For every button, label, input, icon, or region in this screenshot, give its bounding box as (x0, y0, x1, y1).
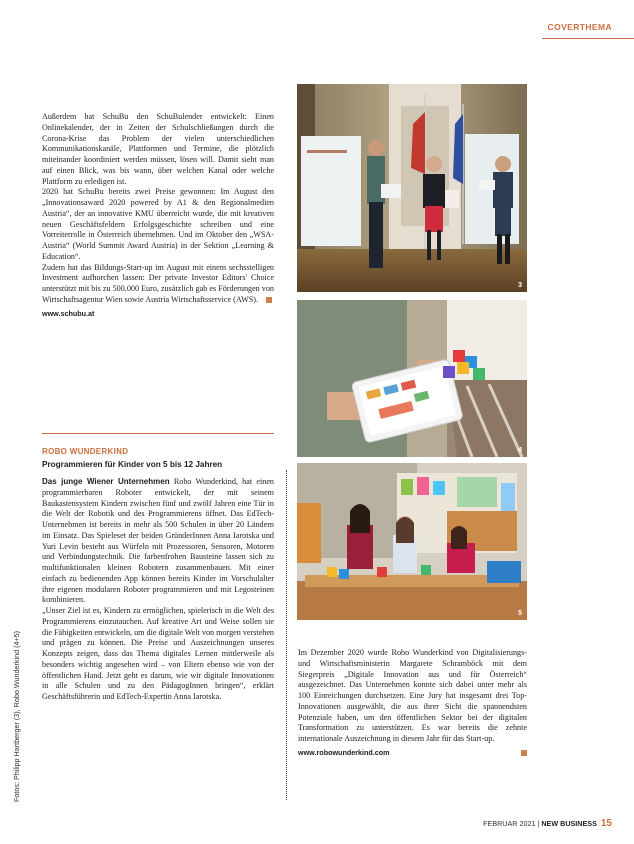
paragraph: Zudem hat das Bildungs-Start-up im August mit einem sechsstelligen Investment aufhorchen lassen: Der private Investor Editors' Choice unterstützt mit bis zu 500.000 Euro, zusätzlich gab es Förderungen von Wirtschaftsagentur Wien sowie Austria Wirtschaftsservice (AWS). (42, 262, 274, 304)
robo-article-text (42, 477, 274, 703)
paragraph: Das junge Wiener Unternehmen Robo Wunderkind, hat einen programmierbaren Roboter entwickelt, der mit seinem Baukastensystem Kindern zwischen fünf und zwölf Jahren eine Tür in die Welt der Robotik und des Programmierens öffnet. Das EdTech-Unternehmen ist bereits in mehr als 500 Schulen in über 20 Ländern im Einsatz. Das Spieleset der beiden GründerInnen Anna Iarotska und Yuri Levin besteht aus Würfeln mit Prozessoren, Sensoren, Motoren und Verbindungstechnik. Die farbenfrohen Bausteine lassen sich zu multifunktionalen kleinen Robotern zusammenbauen. Mit einer einfach zu bedienenden App können bereits Kinder im Vorschulalter ihre eigenen modularen Roboter programmieren und mit Legosteinen kombinieren. (42, 477, 274, 605)
page-number: 15 (600, 818, 612, 829)
classroom-photo (297, 463, 527, 620)
page-footer (483, 818, 612, 829)
lead-in: Das junge Wiener Unternehmen (42, 477, 170, 486)
footer-separator: | (537, 819, 540, 828)
robo-article-continuation (298, 648, 527, 759)
paragraph: 2020 hat SchuBu bereits zwei Preise gewonnen: Im August den „Innovationsaward 2020 powered by A1 & den Regionalmedien Austria“, der an innovative KMU überreicht wurde, die mit kreativen neuen Geschäftsfeldern Erfolgsgeschichte schreiben und eine Vorreiterrolle in Österreich übernehmen. Und im Oktober den „WSA-Austria“ (World Summit Award Austria) in der Sektion „Learning & Education“. (42, 187, 274, 261)
end-mark (266, 297, 272, 303)
magazine-name: NEW BUSINESS (541, 819, 597, 828)
child-one (393, 516, 417, 573)
award-ceremony-photo (297, 84, 527, 292)
teacher (347, 504, 373, 569)
article-divider (42, 433, 274, 434)
article-kicker: ROBO WUNDERKIND (42, 447, 129, 456)
issue-date: FEBRUAR 2021 (483, 819, 536, 828)
section-label: COVERTHEMA (547, 22, 612, 32)
photo-number: 5 (518, 610, 522, 617)
schubu-article-text (42, 112, 274, 319)
schubu-link[interactable]: www.schubu.at (42, 308, 95, 318)
paragraph: Im Dezember 2020 wurde Robo Wunderkind von Digitalisierungs- und Wirtschaftsministerin Margarete Schramböck mit dem Siegerpreis „Digitale Innovation aus und für Österreich“ ausgezeichnet. Das Unternehmen konnte sich dabei unter mehr als 100 Einreichungen durchsetzen. Eine Jury hat insgesamt drei Top-Innovationen ausgewählt, die aus ihrer Sicht die spannendsten Potenziale haben, um den öffentlichen Sektor bei der digitalen Transformation zu unterstützen. Es war bereits die zehnte internationale Auszeichnung in diesem Jahr für das Start-up. (298, 648, 527, 743)
classroom-image (297, 463, 527, 620)
article-subhead: Programmieren für Kinder von 5 bis 12 Jahren (42, 460, 223, 469)
photo-credit: Fotos: Philipp Hartberger (3), Robo Wunderkind (4+5) (12, 630, 21, 802)
tablet-robot-photo (297, 300, 527, 457)
photo-number: 3 (518, 282, 522, 289)
tablet-robot-image (297, 300, 527, 457)
paragraph: Außerdem hat SchuBu den SchuBulender entwickelt: Einen Onlinekalender, der in Zeiten der Schulschließungen durch die Corona-Krise das Problem der vielen unterschiedlichen Kommunikationskanäle, Plattformen und Termine, die plötzlich miteinander koordiniert werden müssen, lösen will. Damit sieht man auf einen Blick, was bis wann, über welchen Kanal oder welche Plattform zu erledigen ist. (42, 112, 274, 186)
end-mark (521, 750, 527, 756)
award-ceremony-image (297, 84, 527, 292)
section-rule (542, 38, 634, 39)
photo-number: 4 (518, 447, 522, 454)
paragraph: „Unser Ziel ist es, Kindern zu ermöglichen, spielerisch in die Welt des Programmierens einzutauchen. Auf kreative Art und Weise sollen sie die Fähigkeiten entwickeln, um die digitale Welt von morgen verstehen und prägen zu können. Die Preise und Auszeichnungen unseres Konzepts zeigen, dass das Thema digitales Lernen mittlerweile als besonders wichtig angesehen wird – von Eltern ebenso wie von der öffentlichen Hand. Jetzt geht es darum, wie wir digitale Innovationen in alle Schulen und zu den PädagogInnen bringen“, erklärt Geschäftsführerin und EdTech-Expertin Anna Iarotska. (42, 606, 274, 701)
robowunderkind-link[interactable]: www.robowunderkind.com (298, 748, 527, 759)
column-separator (286, 470, 287, 800)
